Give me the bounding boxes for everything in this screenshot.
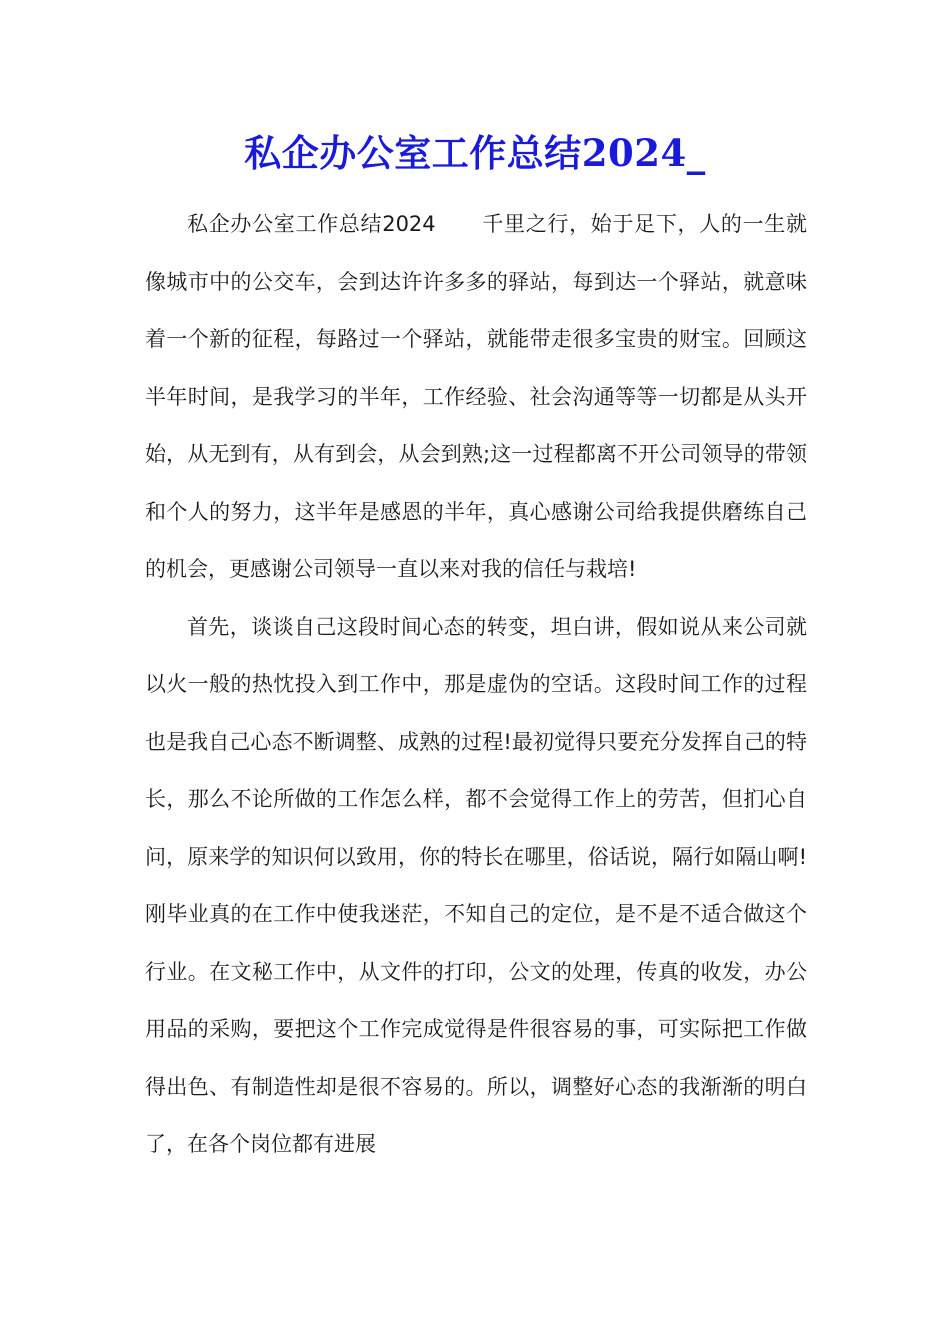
paragraph-1 bbox=[145, 196, 807, 599]
paragraph-text: 首先，谈谈自己这段时间心态的转变，坦白讲，假如说从来公司就以火一般的热忱投入到工作中，那是虚伪的空话。这段时间工作的过程也是我自己心态不断调整、成熟的过程!最初觉得只要充分发挥自己的特长，那么不论所做的工作怎么样，都不会觉得工作上的劳苦，但扪心自问，原来学的知识何以致用，你的特长在哪里，俗话说，隔行如隔山啊!刚毕业真的在工作中使我迷茫，不知自己的定位，是不是不适合做这个行业。在文秘工作中，从文件的打印，公文的处理，传真的收发，办公用品的采购，要把这个工作完成觉得是件很容易的事，可实际把工作做得出色、有制造性却是很不容易的。所以，调整好心态的我渐渐的明白了，在各个岗位都有进展 bbox=[145, 614, 807, 1156]
paragraph-text: 千里之行，始于足下，人的一生就像城市中的公交车，会到达许许多多的驿站，每到达一个驿站，就意味着一个新的征程，每路过一个驿站，就能带走很多宝贵的财宝。回顾这半年时间，是我学习的半年，工作经验、社会沟通等等一切都是从头开始，从无到有，从有到会，从会到熟;这一过程都离不开公司领导的带领和个人的努力，这半年是感恩的半年，真心感谢公司给我提供磨练自己的机会，更感谢公司领导一直以来对我的信任与栽培! bbox=[145, 212, 807, 581]
paragraph-lead: 私企办公室工作总结2024 bbox=[187, 212, 436, 236]
document-title: 私企办公室工作总结2024_ bbox=[244, 131, 706, 175]
document-body bbox=[145, 196, 807, 1174]
paragraph-2 bbox=[145, 599, 807, 1174]
